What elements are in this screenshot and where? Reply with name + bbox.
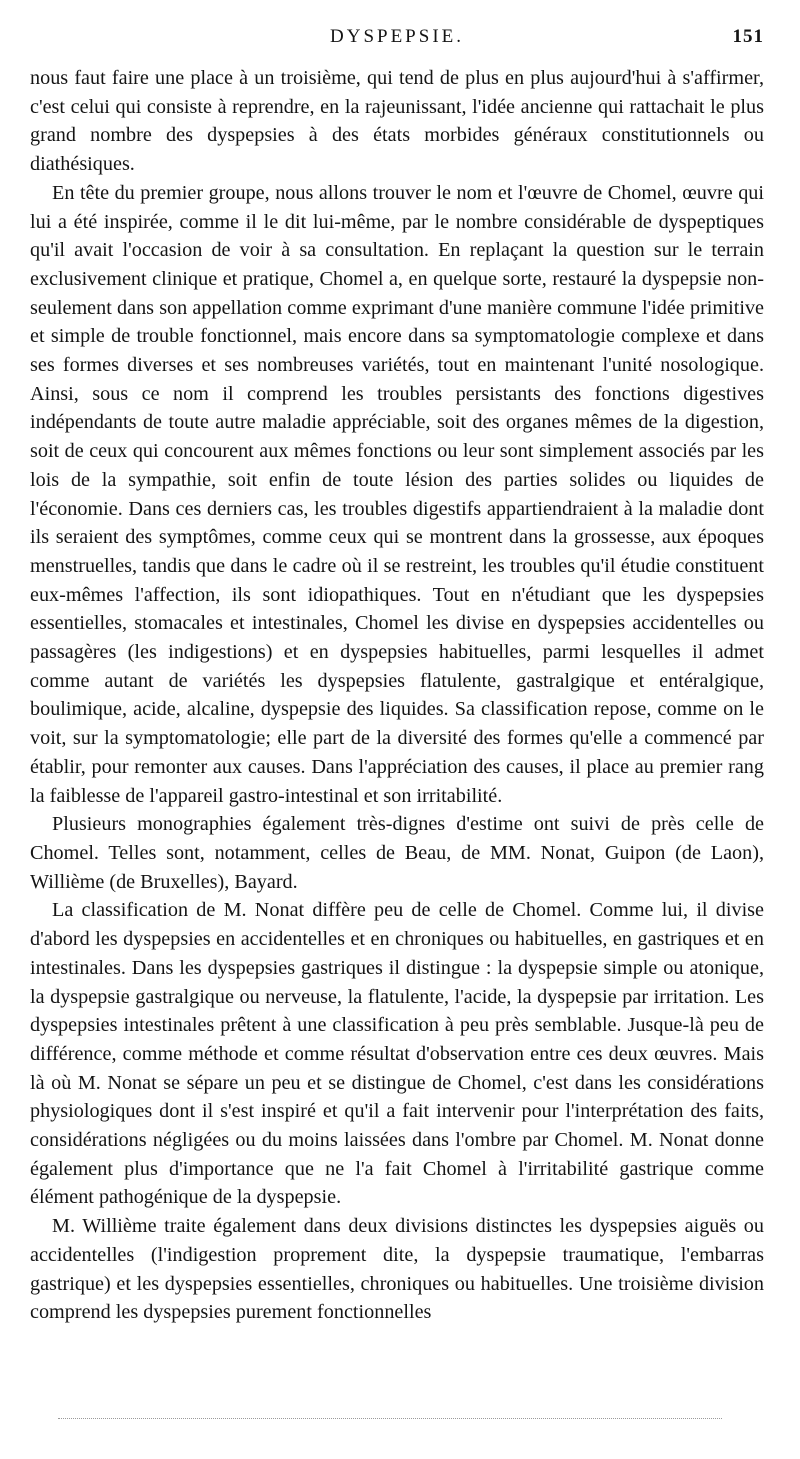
bottom-rule	[58, 1418, 722, 1419]
paragraph-1: nous faut faire une place à un troisième, qui tend de plus en plus aujourd'hui à s'affirmer, c'est celui qui consiste à reprendre, en la rajeunissant, l'idée ancienne qui rattachait le plus grand nombre des dyspepsies à des états morbides généraux constitutionnels ou diathésiques.	[30, 67, 764, 176]
paragraph-3: Plusieurs monographies également très-dignes d'estime ont suivi de près celle de Chomel. Telles sont, notamment, celles de Beau, de MM. Nonat, Guipon (de Laon), Willième (de Bruxelles), Bayard.	[30, 813, 764, 893]
paragraph-4: La classification de M. Nonat diffère peu de celle de Chomel. Comme lui, il divise d'abord les dyspepsies en accidentelles et en chroniques ou habituelles, en gastriques et en intestinales. Dans les dyspepsies gastriques il distingue : la dyspepsie simple ou atonique, la dyspepsie gastralgique ou nerveuse, la flatulente, l'acide, la dyspepsie par irritation. Les dyspepsies intestinales prêtent à une classification à peu près semblable. Jusque-là peu de différence, comme méthode et comme résultat d'observation entre ces deux œuvres. Mais là où M. Nonat se sépare un peu et se distingue de Chomel, c'est dans les considérations physiologiques dont il s'est inspiré et qu'il a fait intervenir pour l'interprétation des faits, considérations négligées ou du moins laissées dans l'ombre par Chomel. M. Nonat donne également plus d'importance que ne l'a fait Chomel à l'irritabilité gastrique comme élément pathogénique de la dyspepsie.	[30, 899, 764, 1209]
paragraph-2: En tête du premier groupe, nous allons trouver le nom et l'œuvre de Chomel, œuvre qui lui a été inspirée, comme il le dit lui-même, par le nombre considérable de dyspeptiques qu'il avait l'occasion de voir à sa consultation. En replaçant la question sur le terrain exclusivement clinique et pratique, Chomel a, en quelque sorte, restauré la dyspepsie non-seulement dans son appellation comme exprimant d'une manière commune l'idée primitive et simple de trouble fonctionnel, mais encore dans sa symptomatologie complexe et dans ses formes diverses et ses nombreuses variétés, tout en maintenant l'unité nosologique. Ainsi, sous ce nom il comprend les troubles persistants des fonctions digestives indépendants de toute autre maladie appréciable, soit des organes mêmes de la digestion, soit de ceux qui concourent aux mêmes fonctions ou leur sont simplement associés par les lois de la sympathie, soit enfin de toute lésion des parties solides ou liquides de l'économie. Dans ces derniers cas, les troubles digestifs appartiendraient à la maladie dont ils seraient des symptômes, comme ceux qui se montrent dans la grossesse, aux époques menstruelles, tandis que dans le cadre où il se restreint, les troubles qu'il étudie constituent eux-mêmes l'affection, ils sont idiopathiques. Tout en n'étudiant que les dyspepsies essentielles, stomacales et intestinales, Chomel les divise en dyspepsies accidentelles ou passagères (les indigestions) et en dyspepsies habituelles, parmi lesquelles il admet comme autant de variétés les dyspepsies flatulente, gastralgique et entéralgique, boulimique, acide, alcaline, dyspepsie des liquides. Sa classification repose, comme on le voit, sur la symptomatologie; elle part de la diversité des formes qu'elle a commencé par établir, pour remonter aux causes. Dans l'appréciation des causes, il place au premier rang la faiblesse de l'appareil gastro-intestinal et son irritabilité.	[30, 181, 764, 807]
book-page	[30, 26, 764, 1327]
body-text	[30, 64, 764, 1327]
running-head	[30, 26, 764, 52]
page-number: 151	[732, 26, 764, 47]
running-title: DYSPEPSIE.	[330, 26, 464, 47]
paragraph-5: M. Willième traite également dans deux divisions distinctes les dyspepsies aiguës ou accidentelles (l'indigestion proprement dite, la dyspepsie traumatique, l'embarras gastrique) et les dyspepsies essentielles, chroniques ou habituelles. Une troisième division comprend les dyspepsies purement fonctionnelles	[30, 1215, 764, 1324]
